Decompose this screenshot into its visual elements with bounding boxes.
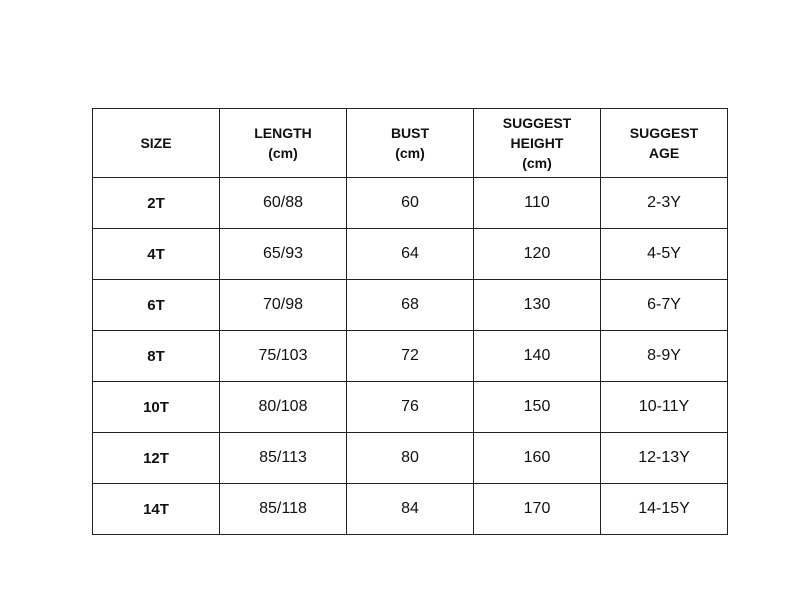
age-cell: 14-15Y <box>601 484 728 535</box>
bust-cell: 68 <box>347 280 474 331</box>
height-cell: 150 <box>474 382 601 433</box>
bust-cell: 80 <box>347 433 474 484</box>
age-cell: 12-13Y <box>601 433 728 484</box>
header-bust-line-2: (cm) <box>395 145 425 161</box>
size-cell: 2T <box>93 178 220 229</box>
age-cell: 2-3Y <box>601 178 728 229</box>
table-row <box>93 382 728 433</box>
age-cell: 8-9Y <box>601 331 728 382</box>
table-row <box>93 229 728 280</box>
length-cell: 70/98 <box>220 280 347 331</box>
header-size-line-1: SIZE <box>140 135 172 151</box>
height-cell: 120 <box>474 229 601 280</box>
header-length-line-1: LENGTH <box>254 125 312 141</box>
table-row <box>93 484 728 535</box>
age-cell: 10-11Y <box>601 382 728 433</box>
header-suggest-height-line-3: (cm) <box>522 155 552 171</box>
size-cell: 8T <box>93 331 220 382</box>
header-suggest-age-line-1: SUGGEST <box>629 125 699 141</box>
length-cell: 80/108 <box>220 382 347 433</box>
header-bust <box>347 109 474 178</box>
size-cell: 4T <box>93 229 220 280</box>
bust-cell: 76 <box>347 382 474 433</box>
table-header <box>93 109 728 178</box>
table-row <box>93 331 728 382</box>
header-suggest-height-line-1: SUGGEST <box>502 115 572 131</box>
table-row <box>93 280 728 331</box>
header-suggest-height-line-2: HEIGHT <box>510 135 564 151</box>
length-cell: 85/113 <box>220 433 347 484</box>
header-bust-line-1: BUST <box>390 125 430 141</box>
table-body <box>93 178 728 535</box>
header-length-line-2: (cm) <box>268 145 298 161</box>
height-cell: 140 <box>474 331 601 382</box>
height-cell: 170 <box>474 484 601 535</box>
header-suggest-age-line-2: AGE <box>648 145 680 161</box>
age-cell: 4-5Y <box>601 229 728 280</box>
bust-cell: 72 <box>347 331 474 382</box>
bust-cell: 60 <box>347 178 474 229</box>
size-chart-table <box>92 108 728 535</box>
size-cell: 6T <box>93 280 220 331</box>
bust-cell: 84 <box>347 484 474 535</box>
header-length <box>220 109 347 178</box>
size-cell: 12T <box>93 433 220 484</box>
header-suggest-height <box>474 109 601 178</box>
table-row <box>93 178 728 229</box>
length-cell: 75/103 <box>220 331 347 382</box>
length-cell: 60/88 <box>220 178 347 229</box>
height-cell: 110 <box>474 178 601 229</box>
size-cell: 14T <box>93 484 220 535</box>
size-cell: 10T <box>93 382 220 433</box>
length-cell: 65/93 <box>220 229 347 280</box>
header-suggest-age <box>601 109 728 178</box>
height-cell: 160 <box>474 433 601 484</box>
height-cell: 130 <box>474 280 601 331</box>
table-row <box>93 433 728 484</box>
bust-cell: 64 <box>347 229 474 280</box>
header-row <box>93 109 728 178</box>
age-cell: 6-7Y <box>601 280 728 331</box>
length-cell: 85/118 <box>220 484 347 535</box>
header-size <box>93 109 220 178</box>
